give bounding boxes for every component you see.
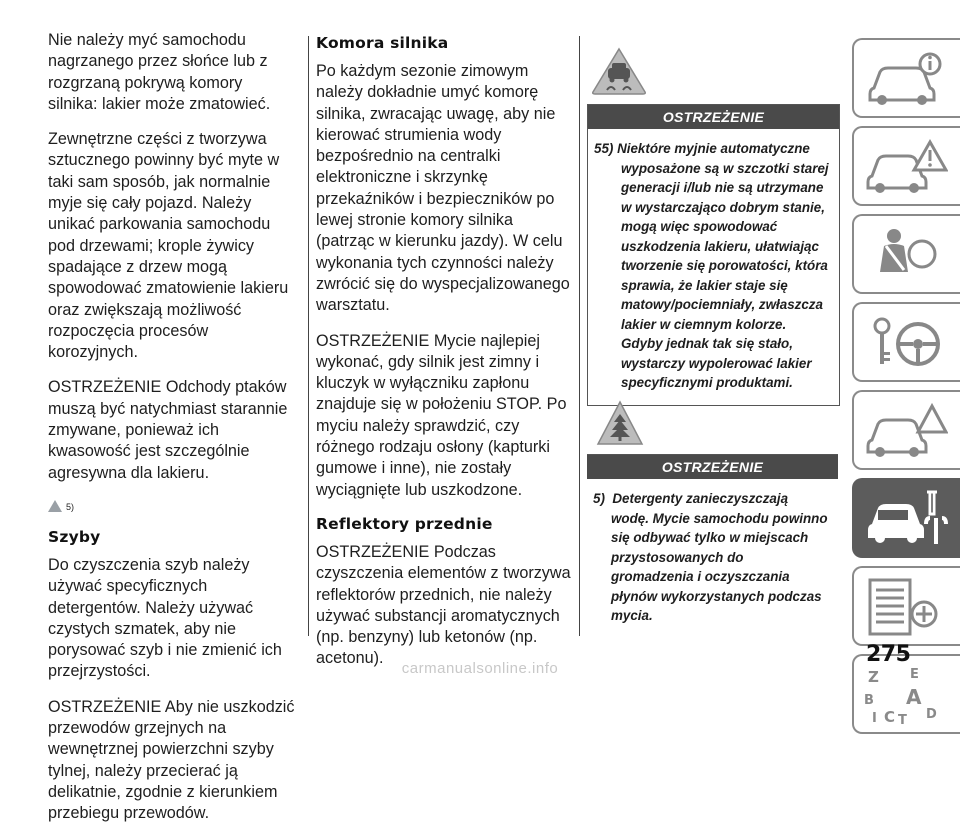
column-divider (308, 36, 309, 636)
document-list-icon (864, 576, 948, 638)
key-steering-wheel-icon (864, 312, 948, 374)
warning-number: 5) (593, 491, 605, 506)
section-heading-komora-silnika: Komora silnika (316, 34, 449, 52)
seatbelt-airbag-icon (864, 224, 948, 286)
paragraph: Po każdym sezonie zimowym należy dokładnie umyć komorę silnika, zwracając uwagę, aby nie kierować strumienia wody bezpośrednio na centralki elektroniczne i skrzynkę przekaźników i bezpieczników po lewej stronie komory silnika (patrząc w kierunku jazdy). W celu wykonania tych czynności należy zwrócić się do wyspecjalizowanego warsztatu. (316, 62, 570, 315)
index-letter: T (898, 713, 907, 726)
note-reference[interactable] (48, 492, 296, 512)
warning-box (587, 454, 838, 638)
index-letter: E (910, 667, 919, 682)
paragraph: OSTRZEŻENIE Mycie najlepiej wykonać, gdy silnik jest zimny i kluczyk w wyłączniku zapłonu znajduje się w położeniu STOP. Po myciu należy sprawdzić, czy różnego rodzaju osłony (kapturki gumowe i inne), nie zostały wyciągnięte lub uszkodzone. (316, 331, 567, 499)
index-letter: I (872, 711, 877, 726)
paragraph: Nie należy myć samochodu nagrzanego przez słońce lub z rozgrzaną pokrywą komory silnika: lakier może zmatowieć. (48, 31, 271, 113)
chapter-tabs (852, 38, 960, 742)
page-number: 275 (866, 642, 911, 667)
index-letter: C (884, 708, 896, 726)
tab-driving[interactable] (852, 126, 960, 206)
paragraph: Do czyszczenia szyb należy używać specyficznych detergentów. Należy używać czystych szmatek, aby nie porysować szyb i nie zmienić ich przejrzystości. (48, 555, 282, 681)
section-heading-reflektory: Reflektory przednie (316, 514, 493, 533)
warning-body: Niektóre myjnie automatyczne wyposażone są w szczotki starej generacji i/lub nie są utrzymane w wystarczająco dobrym stanie, mogą więc spowodować uszkodzenia lakieru, ułatwiając tworzenie się porowatości, która sprawia, że lakier staje się matowy/pociemniały, zwłaszcza lakier w ciemnym kolorze. Gdyby jednak tak się stało, wystarczy wypolerować lakier specyficznymi produktami. (617, 141, 829, 390)
tab-technical-data[interactable] (852, 566, 960, 646)
warning-text (587, 479, 838, 638)
driving-warning-icon (864, 136, 948, 198)
car-wrench-icon (864, 488, 948, 550)
index-letter: B (864, 693, 874, 708)
warning-heading: OSTRZEŻENIE (587, 455, 838, 479)
warning-text (588, 129, 839, 405)
tab-safety[interactable] (852, 214, 960, 294)
index-letter: D (926, 707, 937, 722)
tab-maintenance[interactable] (852, 478, 960, 558)
paragraph: OSTRZEŻENIE Aby nie uszkodzić przewodów grzejnych na wewnętrznej powierzchni szyby tylnej, należy przecierać ją delikatnie, zgodnie z kierunkiem przebiegu przewodów. (48, 697, 295, 823)
tab-emergency[interactable] (852, 390, 960, 470)
tab-dashboard[interactable] (852, 38, 960, 118)
car-breakdown-icon (864, 400, 948, 462)
environment-tree-icon (596, 400, 644, 451)
warning-triangle-icon (48, 500, 62, 512)
middle-column (316, 30, 572, 684)
tab-starting[interactable] (852, 302, 960, 382)
left-column (48, 30, 296, 839)
index-letter: Z (868, 668, 879, 686)
slippery-road-warning-icon (590, 46, 648, 101)
warning-body: Detergenty zanieczyszczają wodę. Mycie samochodu powinno się odbywać tylko w miejscach przystosowanych do gromadzenia i oczyszczania płynów wykorzystanych podczas mycia. (611, 491, 828, 623)
warning-heading: OSTRZEŻENIE (588, 105, 839, 129)
warning-box (587, 104, 840, 406)
paragraph: OSTRZEŻENIE Odchody ptaków muszą być natychmiast starannie zmywane, ponieważ ich kwasowość jest szczególnie agresywna dla lakieru. (48, 378, 288, 482)
warning-number: 55) (594, 141, 614, 156)
car-info-icon (864, 48, 948, 110)
index-letter: A (906, 685, 922, 709)
note-reference-number: 5) (66, 501, 75, 512)
paragraph: OSTRZEŻENIE Podczas czyszczenia elementów z tworzywa reflektorów przednich, nie należy używać substancji aromatycznych (np. benzyny) lub ketonów (np. acetonu). (316, 542, 571, 668)
watermark: carmanualsonline.info (401, 660, 559, 677)
column-divider (579, 36, 580, 636)
paragraph: Zewnętrzne części z tworzywa sztucznego powinny być myte w taki sam sposób, jak normalnie myje się cały pojazd. Należy unikać parkowania samochodu pod drzewami; krople żywicy spadające z drzew mogą spowodować zmatowienie lakieru oraz zwiększają możliwość rozpoczęcia procesów korozyjnych. (48, 130, 289, 362)
section-heading-szyby: Szyby (48, 527, 101, 546)
